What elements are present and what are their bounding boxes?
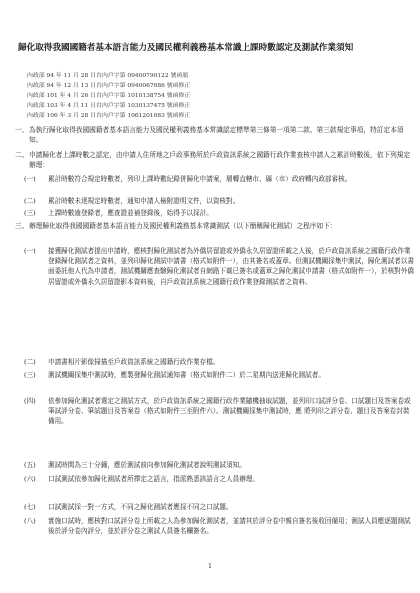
amendment-line: 內政部 103 年 4 月 11 日台內戶字第 1030137475 號函修正 (27, 103, 191, 109)
document-title: 歸化取得我國國籍者基本語言能力及國民權利義務基本常識上課時數認定及測試作業須知 (18, 43, 354, 53)
section-number: 一、 (15, 126, 29, 134)
item-number: (七) (24, 503, 36, 511)
page-number: 1 (208, 563, 212, 570)
item-number: (八) (24, 517, 36, 525)
item-text: 測試機關採集中測試時，應製發歸化測試通知書（格式如附件二）於二星期內送達歸化測試者。 (48, 371, 325, 379)
item-number: (二) (24, 197, 36, 205)
section-text: 辦理歸化取得我國國籍者基本語言能力及國民權利義務基本常識測試（以下簡稱歸化測試）之程序如下： (29, 222, 337, 230)
section-number: 二、 (15, 151, 29, 159)
list-item (24, 502, 414, 512)
item-text: 累計時數符合規定時數者，列印上課時數紀錄併歸化申請案，層轉直轄市、縣（市）政府轉內政部審核。 (48, 175, 352, 183)
item-text: 實施口試時，應核對口試評分卷上所載之人為參加歸化測試者，並請其於評分卷中親自簽名後收回備用；測試人員應逐題測試後於評分卷內評分，並於評分卷之測試人員簽名欄簽名。 (48, 517, 411, 536)
section-3 (15, 221, 413, 231)
section-text: 申請歸化者上課時數之認定，由申請人住所地之戶政事務所於戶政資訊系統之國籍行政作業查核申請人之累計時數後，依下列規定辦理： (29, 151, 411, 170)
item-text: 口試測試依參加歸化測試者所擇定之語言，指派熟悉該語言之人員辦理。 (48, 475, 259, 483)
amendment-line: 內政部 106 年 3 月 28 日台內戶字第 1061201083 號函修正 (27, 113, 191, 119)
list-item (24, 208, 414, 218)
list-item (24, 460, 414, 470)
item-number: (二) (24, 358, 36, 366)
list-item (24, 196, 414, 206)
item-text: 累計時數未達規定時數者，通知申請人檢附證明文件，以資核對。 (48, 197, 240, 205)
item-number: (五) (24, 461, 36, 469)
list-item (24, 396, 414, 427)
section-number: 三、 (15, 222, 29, 230)
item-number: (一) (24, 175, 36, 183)
section-1 (15, 125, 413, 146)
item-number: (四) (24, 397, 36, 405)
amendment-line: 內政部 94 年 11 月 28 日台內戶字第 09400790122 號函頒 (27, 73, 189, 79)
item-text: 上課時數逾登錄者，應查證並補登錄後，始得予以採計。 (48, 209, 213, 217)
item-number: (六) (24, 475, 36, 483)
list-item (24, 516, 414, 536)
amendment-line: 內政部 94 年 12 月 13 日台內戶字第 0940067086 號函修正 (27, 83, 191, 89)
item-number: (三) (24, 371, 36, 379)
list-item (24, 474, 414, 484)
item-text: 接獲歸化測試者提出申請時，應核對歸化測試者為外僑居留證或外僑永久居留證所載之人後，於戶政資訊系統之國籍行政作業登錄歸化測試者之資料，並列印歸化測試申請書（格式如附件一），由其簽名或蓋章。但測試機關採集中測試，歸化測試者以書面委託他人代為申請者，測試機關應查驗歸化測試者自網路下載已簽名或蓋章之歸化測試申請書（格式如附件一），於核對外僑居留證或外僑永久居留證影本資料後，自戶政資訊系統之國籍行政作業登錄測試者之資料。 (48, 247, 414, 286)
item-number: (三) (24, 209, 36, 217)
item-text: 依參加歸化測試者選定之測試方式，於戶政資訊系統之國籍行政作業隨機抽取試題，並列印口試評分卷、口試題目及答案卷或筆試評分卷、筆試題目及答案卷（格式如附件三至附件六）。測試機關採集中測試時，應 將列印之評分卷、題目及答案卷封裝備用。 (48, 397, 411, 426)
item-text: 測試時間為三十分鐘，應於測試前向參加歸化測試者說明測試須知。 (48, 461, 246, 469)
amendment-line: 內政部 101 年 4 月 26 日台內戶字第 1010138754 號函修正 (27, 93, 191, 99)
section-2 (15, 150, 413, 171)
list-item (24, 370, 414, 380)
list-item (24, 357, 414, 367)
list-item (24, 174, 414, 184)
list-item (24, 246, 414, 287)
section-text: 為執行歸化取得我國國籍者基本語言能力及國民權利義務基本常識認定標準第三條第一項第二款、第三款規定事項，特訂定本須知。 (29, 126, 404, 145)
item-text: 口試測試採一對一方式，不同之歸化測試者應採不同之口試題。 (48, 503, 233, 511)
item-number: (一) (24, 247, 36, 255)
item-text: 申請書相片影像掃描至戶政資訊系統之國籍行政作業存檔。 (48, 358, 220, 366)
